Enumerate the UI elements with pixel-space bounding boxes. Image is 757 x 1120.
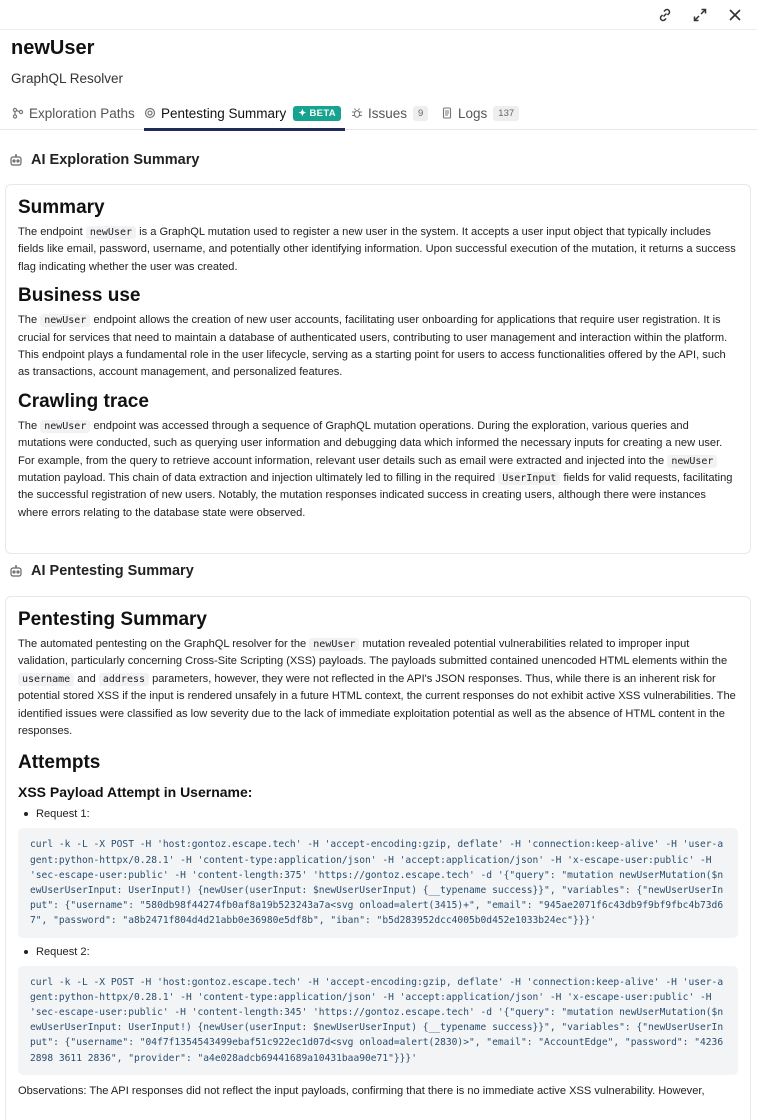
inline-code: newUser — [40, 314, 90, 327]
crawling-trace-heading: Crawling trace — [18, 390, 149, 412]
bug-icon — [351, 107, 363, 119]
request-2-code-block: curl -k -L -X POST -H 'host:gontoz.escape.tech' -H 'accept-encoding:gzip, deflate' -H 'connection:keep-alive' -H 'user-agent:python-httpx/0.28.1' -H 'content-type:application/json' -H 'accept:application/json' -H 'x-escape-user:public' -H 'sec-escape-user:public' -H 'content-length:345' 'https://gontoz.escape.tech' -d '{"query": "mutation newUserMutation($newUserUserInput: UserInput!) {newUser(userInput: $newUserUserInput) {__typename success}}", "variables": {"newUserUserInput": {"username": "04f7f1354543499ebaf51c922ec1d07d<svg onload=alert(2830)>", "email": "AccountEdge", "password": "4236 2898 3611 2836", "provider": "a4e028adcb69441689a10431baa90e71"}}}' — [18, 966, 738, 1075]
page-title: newUser — [11, 37, 95, 59]
path-icon — [12, 107, 24, 119]
list-item — [24, 946, 738, 958]
business-use-heading: Business use — [18, 285, 141, 307]
inline-code: newUser — [667, 455, 717, 468]
tab-issues[interactable] — [351, 96, 428, 130]
beta-badge: ✦ BETA — [293, 106, 341, 121]
inline-code: username — [18, 673, 74, 686]
pentesting-summary-title: AI Pentesting Summary — [31, 563, 194, 579]
pentesting-text: The automated pentesting on the GraphQL resolver for the newUser mutation revealed potential vulnerabilities related to improper input validation, particularly concerning Cross-Site Scripting (XSS) payloads. The payloads submitted contained unencoded HTML elements within the username and address parameters, however, they were not reflected in the API's JSON responses. Thus, while there is an inherent risk for potential stored XSS if the input is rendered unsafely in a future HTML context, the current responses do not exhibit active XSS vulnerabilities. The identified issues were classified as low severity due to the lack of immediate exploitation potential as well as the absence of HTML content in the responses. — [18, 638, 736, 738]
pentesting-heading: Pentesting Summary — [18, 609, 207, 630]
beta-badge-label: BETA — [309, 107, 336, 119]
bullet-icon — [24, 812, 28, 816]
inline-code: newUser — [309, 638, 359, 651]
robot-icon — [9, 564, 23, 578]
tab-bar — [0, 96, 757, 130]
exploration-summary-title: AI Exploration Summary — [31, 152, 200, 168]
tab-pentesting-label: Pentesting Summary — [161, 105, 287, 121]
page-subtitle: GraphQL Resolver — [11, 71, 124, 86]
attempt-title: XSS Payload Attempt in Username: — [18, 784, 253, 801]
bug-icon — [144, 107, 156, 119]
panel-toolbar — [0, 0, 757, 30]
summary-text: The endpoint newUser is a GraphQL mutation used to register a new user in the system. It accepts a user input object that typically includes fields like email, password, username, and potentially other identifying information. Upon successful execution of the mutation, it returns a success flag indicating whether the user was created. — [18, 226, 736, 273]
tab-logs-label: Logs — [458, 105, 488, 121]
crawling-trace-text: The newUser endpoint was accessed through a sequence of GraphQL mutation operations. During the exploration, various queries and mutations were conducted, such as querying user information and debugging data which informed the necessary inputs for creating a new user. For example, from the query to retrieve account information, relevant user details such as email were extracted and injected into the newUser mutation payload. This chain of data extraction and injection ultimately led to filling in the required UserInput fields for valid requests, facilitating the successful registration of new users. Notably, the mutation responses indicated success in creating users, although there were instances where errors relating to the database state were observed. — [18, 419, 733, 519]
logs-count-badge: 137 — [493, 106, 519, 121]
exploration-summary-card — [5, 184, 751, 554]
exploration-summary-heading — [9, 152, 199, 168]
bullet-icon — [24, 950, 28, 954]
issues-count-badge: 9 — [413, 106, 428, 121]
observations-text: Observations: The API responses did not reflect the input payloads, confirming that there is no immediate active XSS vulnerability. However, — [18, 1084, 705, 1097]
tab-issues-label: Issues — [368, 105, 408, 121]
inline-code: UserInput — [498, 472, 560, 485]
pentesting-summary-card — [5, 596, 751, 1120]
summary-heading: Summary — [18, 197, 105, 218]
request-1-code-block: curl -k -L -X POST -H 'host:gontoz.escape.tech' -H 'accept-encoding:gzip, deflate' -H 'connection:keep-alive' -H 'user-agent:python-httpx/0.28.1' -H 'content-type:application/json' -H 'accept:application/json' -H 'x-escape-user:public' -H 'sec-escape-user:public' -H 'content-length:375' 'https://gontoz.escape.tech' -d '{"query": "mutation newUserMutation($newUserUserInput: UserInput!) {newUser(userInput: $newUserUserInput) {__typename success}}", "variables": {"newUserUserInput": {"username": "580db98f44274fb0af8a19b523243a7a<svg onload=alert(3415)+", "email": "945ae2071f6c43db9f9bf9fbc4b73d67", "password": "a8b2471f804d4d21abb0e36980e5df8b", "iban": "b5d283952dcc4005b0d452e1033b24ec"}}}' — [18, 828, 738, 937]
tab-exploration-label: Exploration Paths — [29, 105, 135, 121]
request-2-label: Request 2: — [36, 945, 90, 958]
tab-exploration-paths[interactable] — [12, 96, 135, 130]
robot-icon — [9, 153, 23, 167]
request-1-label: Request 1: — [36, 808, 90, 821]
list-item — [24, 808, 738, 820]
tab-pentesting-summary[interactable] — [144, 96, 345, 130]
inline-code: address — [99, 673, 149, 686]
inline-code: newUser — [40, 420, 90, 433]
close-icon[interactable] — [724, 4, 746, 26]
business-use-text: The newUser endpoint allows the creation of new user accounts, facilitating user onboarding for applications that require user registration. It is crucial for services that need to maintain a database of authenticated users, contributing to user management and interaction within the platform. This endpoint plays a fundamental role in the user lifecycle, serving as a starting point for users to access functionalities offered by the API, such as transactions, account management, and personalized features. — [18, 314, 728, 379]
tab-logs[interactable] — [441, 96, 519, 130]
document-icon — [441, 107, 453, 119]
inline-code: newUser — [86, 226, 136, 239]
attempts-heading: Attempts — [18, 752, 101, 774]
expand-icon[interactable] — [689, 4, 711, 26]
link-icon[interactable] — [654, 4, 676, 26]
pentesting-summary-heading — [9, 563, 194, 579]
